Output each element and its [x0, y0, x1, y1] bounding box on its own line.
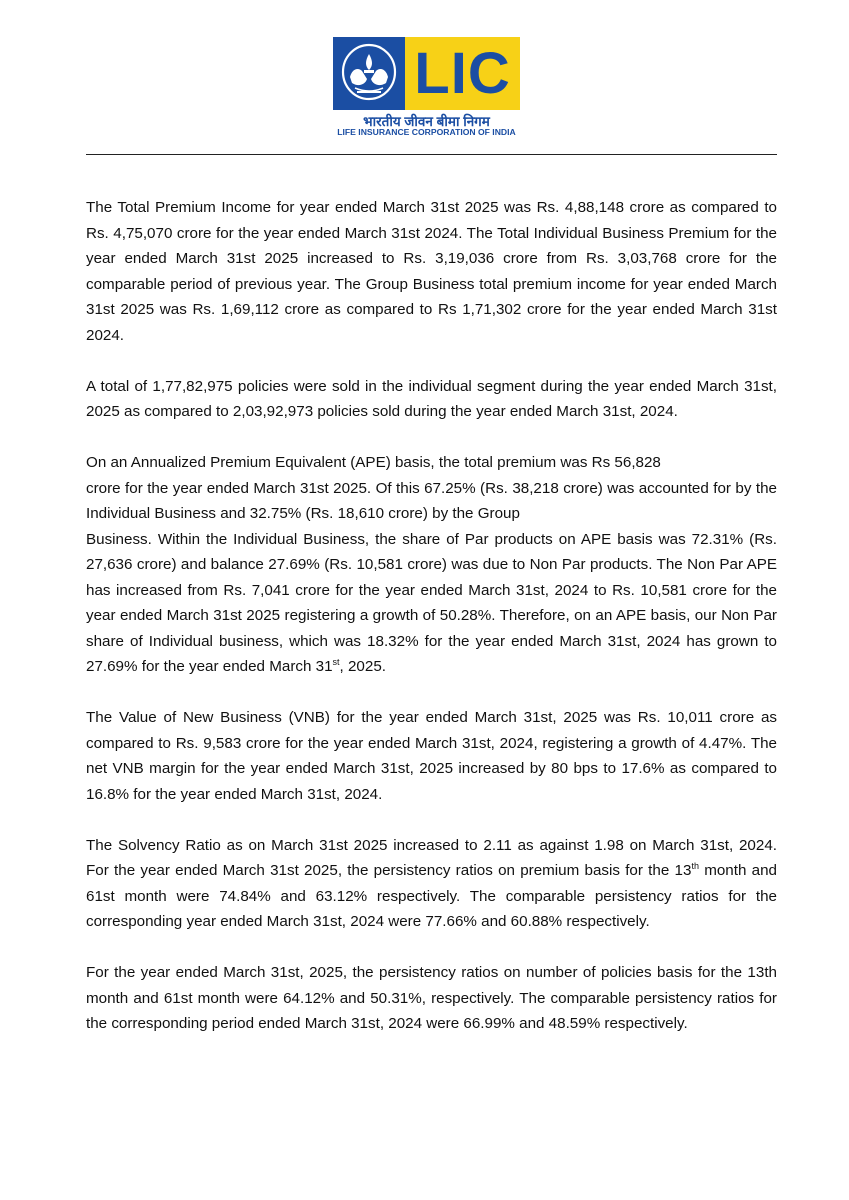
solvency-text-start: The Solvency Ratio as on March 31st 2025 increased to 2.11 as against 1.98 on March 31st, 2024. For the year ended March 31st 2025, the persistency ratios on premium basis for the 13: [86, 836, 777, 879]
logo-hindi-name: भारतीय जीवन बीमा निगम: [363, 114, 490, 129]
ape-superscript: st: [332, 656, 340, 667]
lic-logo: [333, 37, 520, 137]
paragraph-ape: [86, 450, 777, 680]
paragraph-vnb: The Value of New Business (VNB) for the year ended March 31st, 2025 was Rs. 10,011 crore as compared to Rs. 9,583 crore for the year ended March 31st, 2024, registering a growth of 4.47%. The net VNB margin for the year ended March 31st, 2025 increased by 80 bps to 17.6% as compared to 16.8% for the year ended March 31st, 2024.: [86, 709, 777, 803]
logo-block: [333, 37, 520, 110]
ape-line-3: Business. Within the Individual Business, the share of Par products on APE basis was 72.31% (Rs. 27,636 crore) and balance 27.69% (Rs. 10,581 crore) was due to Non Par products. The Non Par APE has increased from Rs. 7,041 crore for the year ended March 31st, 2024 to Rs. 10,581 crore for the year ended March 31st 2025 registering a growth of 50.28%. Therefore, on an APE basis, our Non Par share of Individual business, which was 18.32% for the year ended March 31st, 2024 has grown to 27.69% for the year ended March 31: [86, 530, 777, 675]
paragraph-solvency: [86, 833, 777, 935]
logo-wordmark: LIC: [414, 41, 511, 106]
ape-line-3-end: , 2025.: [339, 658, 386, 675]
paragraph-premium-income: The Total Premium Income for year ended March 31st 2025 was Rs. 4,88,148 crore as compared to Rs. 4,75,070 crore for the year ended March 31st 2024. The Total Individual Business Premium for the year ended March 31st 2025 increased to Rs. 3,19,036 crore from Rs. 3,03,768 crore for the comparable period of previous year. The Group Business total premium income for year ended March 31st 2025 was Rs. 1,69,112 crore as compared to Rs 1,71,302 crore for the year ended March 31st 2024.: [86, 199, 777, 344]
paragraph-persistency-policies: For the year ended March 31st, 2025, the persistency ratios on number of policies basis for the 13th month and 61st month were 64.12% and 50.31%, respectively. The comparable persistency ratios for the corresponding period ended March 31st, 2024 were 66.99% and 48.59% respectively.: [86, 964, 777, 1032]
ape-line-2: crore for the year ended March 31st 2025. Of this 67.25% (Rs. 38,218 crore) was accounted for by the Individual Business and 32.75% (Rs. 18,610 crore) by the Group: [86, 479, 777, 522]
ape-line-1: On an Annualized Premium Equivalent (APE) basis, the total premium was Rs 56,828: [86, 454, 661, 471]
header-divider: [86, 154, 777, 155]
solvency-text-end: month and 61st month were 74.84% and 63.12% respectively. The comparable persistency ratios for the corresponding year ended March 31st, 2024 were 77.66% and 60.88% respectively.: [86, 862, 777, 930]
solvency-superscript: th: [691, 860, 699, 871]
press-release-body: [86, 195, 777, 1062]
paragraph-policies-sold: A total of 1,77,82,975 policies were sold in the individual segment during the year ended March 31st, 2025 as compared to 2,03,92,973 policies sold during the year ended March 31st, 2024.: [86, 377, 777, 420]
hands-lamp-emblem-icon: [338, 41, 400, 106]
logo-english-name: LIFE INSURANCE CORPORATION OF INDIA: [337, 127, 516, 137]
